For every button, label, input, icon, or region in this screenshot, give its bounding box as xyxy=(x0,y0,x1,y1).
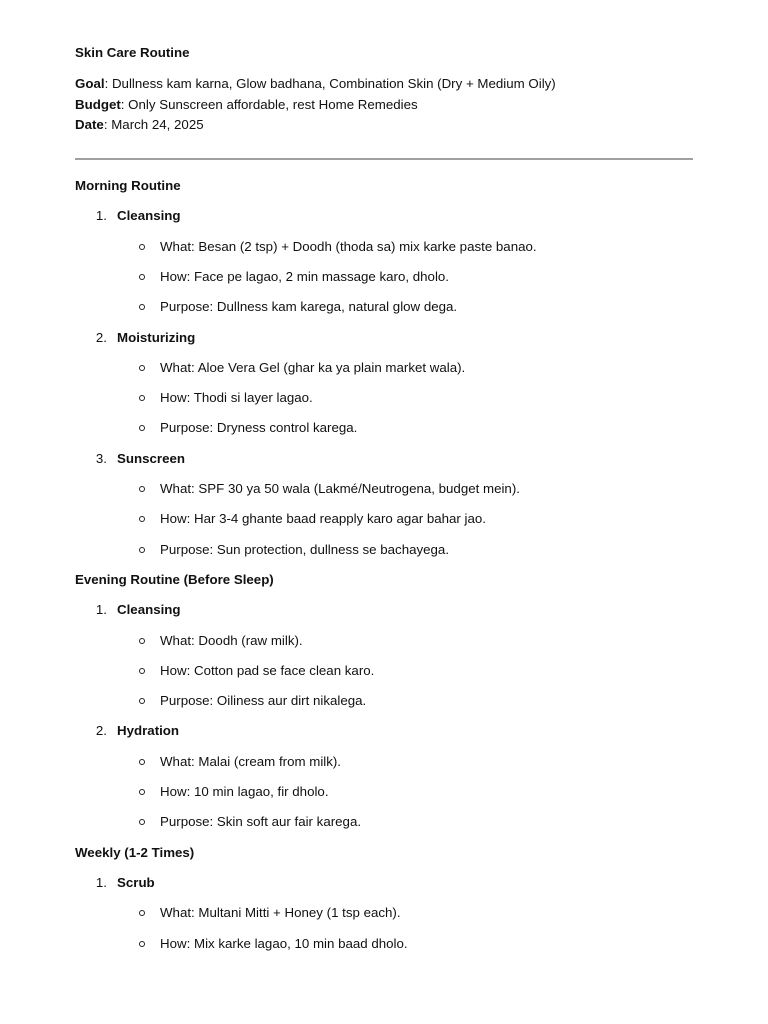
circle-bullet-icon xyxy=(75,632,160,649)
step-number: 2. xyxy=(95,723,107,739)
bullet-item xyxy=(75,298,693,315)
bullet-text: Purpose: Dullness kam karega, natural glow dega. xyxy=(160,299,458,315)
bullet-item xyxy=(75,389,693,406)
bullet-text: What: Doodh (raw milk). xyxy=(160,632,303,648)
step-label: Cleansing xyxy=(117,208,181,224)
bullet-text: How: 10 min lagao, fir dholo. xyxy=(160,784,329,800)
step-label: Scrub xyxy=(117,874,155,890)
bullet-text: How: Cotton pad se face clean karo. xyxy=(160,662,375,678)
meta-value: : March 24, 2025 xyxy=(103,117,204,133)
meta-value: : Dullness kam karna, Glow badhana, Combination Skin (Dry + Medium Oily) xyxy=(104,76,556,91)
bullet-text: How: Mix karke lagao, 10 min baad dholo. xyxy=(160,935,408,951)
circle-bullet-icon xyxy=(75,783,160,800)
meta-label: Goal xyxy=(75,76,105,91)
circle-bullet-icon xyxy=(75,813,160,830)
step-label: Cleansing xyxy=(117,602,181,618)
section-heading-evening: Evening Routine (Before Sleep) xyxy=(75,571,274,587)
bullet-text: How: Har 3-4 ghante baad reapply karo agar bahar jao. xyxy=(160,511,486,527)
circle-bullet-icon xyxy=(75,359,160,376)
circle-bullet-icon xyxy=(75,389,160,406)
circle-bullet-icon xyxy=(75,935,160,952)
step-label: Moisturizing xyxy=(117,329,196,345)
meta-label: Budget xyxy=(75,96,121,112)
meta-value: : Only Sunscreen affordable, rest Home Remedies xyxy=(120,96,418,112)
step-number: 1. xyxy=(95,208,107,224)
bullet-text: What: Besan (2 tsp) + Doodh (thoda sa) mix karke paste banao. xyxy=(160,238,537,254)
bullet-item xyxy=(75,692,693,709)
step-label: Hydration xyxy=(117,723,180,739)
bullet-text: How: Thodi si layer lagao. xyxy=(160,390,313,406)
bullet-item xyxy=(75,480,693,497)
step-number: 3. xyxy=(95,450,107,466)
bullet-item xyxy=(75,510,693,527)
bullet-text: How: Face pe lagao, 2 min massage karo, dholo. xyxy=(160,269,449,284)
circle-bullet-icon xyxy=(75,510,160,527)
bullet-item xyxy=(75,541,693,558)
circle-bullet-icon xyxy=(75,298,160,315)
meta-budget xyxy=(75,95,693,116)
step-item xyxy=(75,450,693,467)
bullet-item xyxy=(75,783,693,800)
bullet-item xyxy=(75,238,693,255)
bullet-text: Purpose: Oiliness aur dirt nikalega. xyxy=(160,693,367,709)
bullet-text: Purpose: Sun protection, dullness se bachayega. xyxy=(160,541,450,557)
bullet-item xyxy=(75,359,693,376)
bullet-text: Purpose: Dryness control karega. xyxy=(160,420,358,436)
bullet-item xyxy=(75,935,693,952)
bullet-text: What: Aloe Vera Gel (ghar ka ya plain market wala). xyxy=(160,359,466,375)
circle-bullet-icon xyxy=(75,268,160,285)
meta-block xyxy=(75,74,693,136)
bullet-text: What: Malai (cream from milk). xyxy=(160,753,342,769)
bullet-text: What: SPF 30 ya 50 wala (Lakmé/Neutrogena, budget mein). xyxy=(160,481,520,497)
bullet-item xyxy=(75,632,693,649)
step-number: 2. xyxy=(95,329,107,345)
bullet-text: What: Multani Mitti + Honey (1 tsp each). xyxy=(160,905,401,921)
bullet-item xyxy=(75,662,693,679)
bullet-item xyxy=(75,753,693,770)
circle-bullet-icon xyxy=(75,662,160,679)
horizontal-divider xyxy=(75,158,693,160)
circle-bullet-icon xyxy=(75,480,160,497)
document-page xyxy=(75,44,693,952)
step-label: Sunscreen xyxy=(117,450,185,466)
bullet-item xyxy=(75,904,693,921)
meta-date xyxy=(75,115,693,136)
circle-bullet-icon xyxy=(75,753,160,770)
step-item xyxy=(75,874,693,891)
section-heading-weekly: Weekly (1-2 Times) xyxy=(75,844,195,860)
step-item xyxy=(75,722,693,739)
step-number: 1. xyxy=(95,874,107,890)
step-item xyxy=(75,329,693,346)
step-item xyxy=(75,207,693,224)
circle-bullet-icon xyxy=(75,419,160,436)
circle-bullet-icon xyxy=(75,692,160,709)
circle-bullet-icon xyxy=(75,541,160,558)
bullet-item xyxy=(75,268,693,285)
bullet-item xyxy=(75,813,693,830)
bullet-item xyxy=(75,419,693,436)
document-title: Skin Care Routine xyxy=(75,45,190,60)
step-item xyxy=(75,601,693,618)
circle-bullet-icon xyxy=(75,904,160,921)
circle-bullet-icon xyxy=(75,238,160,255)
section-heading-morning: Morning Routine xyxy=(75,178,181,194)
bullet-text: Purpose: Skin soft aur fair karega. xyxy=(160,814,362,830)
meta-label: Date xyxy=(75,117,104,133)
meta-goal xyxy=(75,74,693,95)
step-number: 1. xyxy=(95,602,107,618)
